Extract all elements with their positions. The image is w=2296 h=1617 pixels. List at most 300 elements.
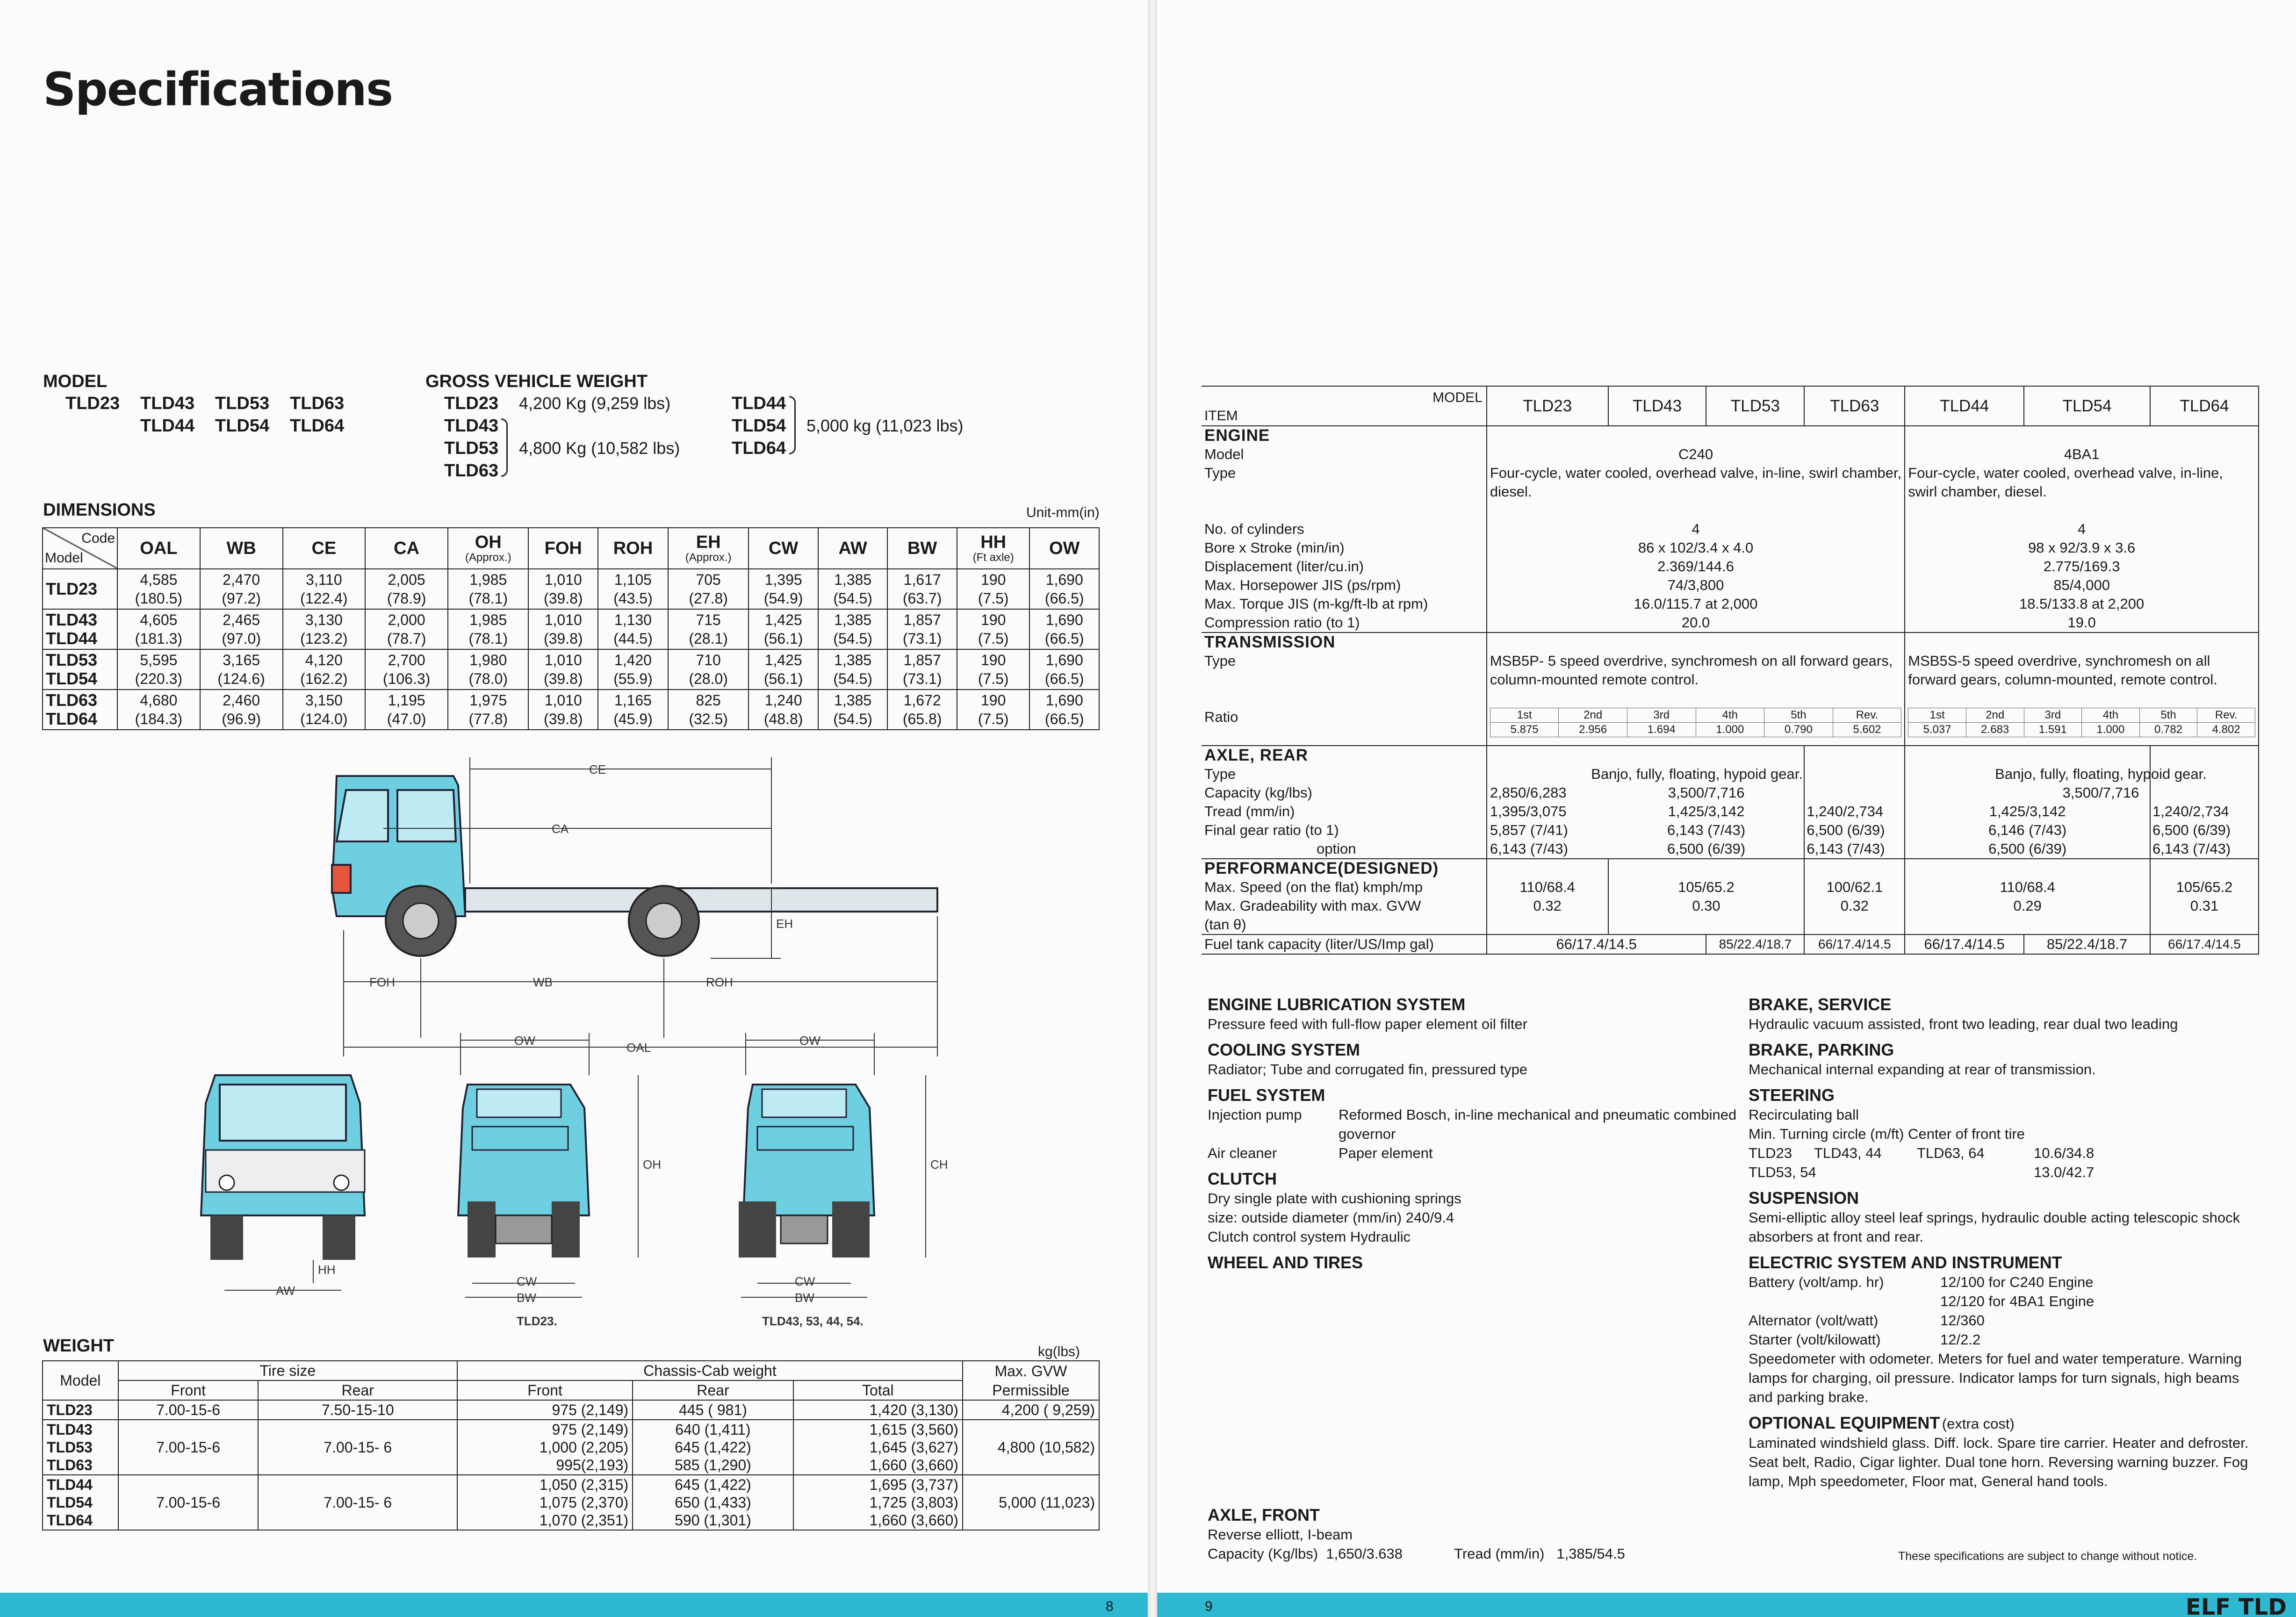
- cell-line: (56.1): [763, 630, 803, 647]
- cell-line: (7.5): [978, 590, 1009, 607]
- cell-line: (73.1): [902, 670, 942, 687]
- label-ow-1: OW: [514, 1034, 535, 1048]
- battery-value: 12/100 for C240 Engine: [1940, 1274, 2094, 1290]
- clutch-line-3: Clutch control system Hydraulic: [1208, 1229, 1411, 1245]
- cell-line: 1,690: [1045, 652, 1083, 668]
- cell-line: (54.5): [833, 670, 872, 687]
- spacer: [1204, 726, 1483, 745]
- label-compression: Compression ratio (to 1): [1204, 614, 1360, 631]
- cell-line: (27.8): [689, 590, 728, 607]
- perf-4353: [1608, 859, 1805, 934]
- model-tld64: TLD64: [290, 416, 345, 436]
- fuel-2: 85/22.4/18.7: [1706, 934, 1804, 954]
- gear-label: 4th: [1696, 708, 1764, 723]
- fuel-row-2: [1208, 1143, 1769, 1163]
- starter-value: 12/2.2: [1940, 1331, 1981, 1348]
- col-chassis-cab: Chassis-Cab weight: [457, 1361, 963, 1380]
- fg-tld23: 5,857 (7/41): [1490, 822, 1568, 838]
- cell-line: (181.3): [135, 630, 183, 647]
- cell-line: 1,130: [614, 611, 652, 628]
- cell-line: (45.9): [613, 711, 653, 727]
- page-fold: [1148, 0, 1157, 1617]
- spacer: [1807, 783, 1902, 802]
- ratio-row: [1908, 723, 2255, 737]
- fuel-3: 66/17.4/14.5: [1804, 934, 1905, 954]
- cap-tld23: 2,850/6,283: [1490, 784, 1567, 801]
- cell-line: 1,615 (3,560): [869, 1421, 958, 1438]
- cell: [365, 690, 448, 730]
- cell: 7.00-15- 6: [258, 1475, 457, 1530]
- gvw-value-1: 4,200 Kg (9,259 lbs): [519, 394, 671, 413]
- tread-4454: 1,425/3,142: [1989, 803, 2066, 819]
- cell-line: (66.5): [1044, 670, 1084, 687]
- dimensions-table: [42, 527, 1100, 730]
- cell-line: 190: [980, 611, 1006, 628]
- label-eh: EH: [776, 917, 793, 931]
- label-torque: Max. Torque JIS (m-kg/ft-lb at rpm): [1204, 596, 1428, 612]
- brace: [501, 418, 508, 477]
- spacer: [1908, 633, 2255, 652]
- label-axle-type: Type: [1204, 766, 1236, 782]
- cell: [365, 649, 448, 690]
- front-view-truck: [201, 1075, 365, 1260]
- cell-line: 1,660 (3,660): [869, 1512, 958, 1529]
- elec-row: [1749, 1330, 2263, 1349]
- rear-view-tld23: [458, 1085, 589, 1258]
- cell: [749, 690, 818, 730]
- fuel-row: [1202, 934, 2259, 954]
- cell-line: 3,110: [306, 571, 342, 588]
- cell: [887, 649, 957, 690]
- spacer: [1905, 746, 2150, 765]
- brand-mark: ELF TLD: [2186, 1594, 2287, 1617]
- cell-line: 1,425: [764, 652, 802, 668]
- cell-line: 190: [980, 571, 1006, 588]
- ratio-table-b: [1908, 708, 2255, 737]
- cooling-heading: COOLING SYSTEM: [1208, 1040, 1360, 1059]
- brake-service-text: Hydraulic vacuum assisted, front two leading, rear dual two leading: [1749, 1016, 2178, 1032]
- spacer: [1908, 859, 2147, 878]
- ratio-value: 5.602: [1833, 723, 1901, 737]
- cell-line: (97.0): [222, 630, 261, 647]
- cell-line: TLD53: [47, 1439, 93, 1456]
- cell-line: 645 (1,422): [675, 1439, 751, 1456]
- cell: [448, 690, 528, 730]
- left-spec-column: [1208, 995, 1769, 1272]
- axle-values-64: [2150, 746, 2259, 859]
- cell: [668, 690, 749, 730]
- cell-line: 1,385: [834, 692, 872, 709]
- steer-a: TLD23: [1749, 1145, 1792, 1161]
- table-header-row: [43, 1380, 1099, 1400]
- cell-line: 3,130: [305, 611, 343, 628]
- label-foh: FOH: [369, 975, 395, 989]
- lube-text: Pressure feed with full-flow paper element oil filter: [1208, 1016, 1528, 1032]
- axle-row: [1487, 821, 1804, 840]
- cell-line: (106.3): [382, 670, 431, 687]
- cell: 5,000 (11,023): [963, 1475, 1099, 1530]
- clutch-line-2: size: outside diameter (mm/in) 240/9.4: [1208, 1209, 1454, 1226]
- model-col-label: Model: [45, 550, 83, 566]
- cell-line: (123.2): [300, 630, 348, 647]
- cell-line: (78.9): [387, 590, 426, 607]
- cell-line: 1,010: [544, 652, 582, 668]
- lube-heading: ENGINE LUBRICATION SYSTEM: [1208, 995, 1466, 1014]
- cell-line: (78.0): [468, 670, 508, 687]
- cell-line: 1,420: [614, 652, 652, 668]
- col-eh-sub: (Approx.): [685, 551, 732, 564]
- gear-label: 2nd: [1559, 708, 1627, 723]
- cell-line: (39.8): [543, 670, 583, 687]
- cell-line: 1,010: [544, 571, 582, 588]
- engine-section: [1202, 426, 2259, 632]
- label-bw-2: BW: [795, 1291, 814, 1305]
- cell-line: (124.6): [217, 670, 265, 687]
- trans-type-a: MSB5P- 5 speed overdrive, synchromesh on all forward gears, column-mounted remote control.: [1490, 653, 1893, 688]
- cell-line: (122.4): [300, 590, 348, 607]
- steering-heading: STEERING: [1749, 1085, 1835, 1105]
- brake-service-heading: BRAKE, SERVICE: [1749, 995, 1892, 1014]
- cell-line: 705: [696, 571, 721, 588]
- cell-line: (66.5): [1044, 711, 1084, 727]
- ratio-value: 1.591: [2024, 723, 2082, 737]
- gear-row: [1490, 708, 1901, 723]
- col-tld63: TLD63: [1804, 386, 1905, 426]
- cell: [457, 1475, 633, 1530]
- cell-line: 975 (2,149): [552, 1421, 629, 1438]
- ratio-value: 2.956: [1559, 723, 1627, 737]
- col-roh: ROH: [598, 528, 668, 569]
- cell-line: (48.8): [763, 711, 803, 727]
- row-models: [43, 569, 117, 609]
- spacer: [1487, 746, 1804, 765]
- trans-type-b: MSB5S-5 speed overdrive, synchromesh on all forward gears, column-mounted, remote control.: [1908, 653, 2217, 688]
- col-hh-sub: (Ft axle): [972, 551, 1014, 564]
- cell-line: (180.5): [135, 590, 183, 607]
- optional-heading-row: [1749, 1413, 2263, 1433]
- gvw-value-2: 4,800 Kg (10,582 lbs): [519, 438, 680, 458]
- ratio-table-a: [1490, 708, 1901, 737]
- cell-line: (39.8): [543, 630, 583, 647]
- axle-front-block: [1208, 1505, 1792, 1563]
- cell: [957, 609, 1030, 649]
- model-name: TLD43: [46, 610, 98, 629]
- cell-line: 1,975: [469, 692, 507, 709]
- cell: [117, 690, 200, 730]
- cell-line: 1,010: [544, 692, 582, 709]
- cell-line: 1,385: [834, 611, 872, 628]
- label-ow-2: OW: [799, 1034, 821, 1048]
- cell-line: (184.3): [135, 711, 183, 727]
- electric-heading: ELECTRIC SYSTEM AND INSTRUMENT: [1749, 1253, 2062, 1272]
- page-number: 8: [1106, 1599, 1114, 1614]
- cell: [117, 609, 200, 649]
- cell: 4,800 (10,582): [963, 1420, 1099, 1475]
- cell: [887, 609, 957, 649]
- cell: [448, 609, 528, 649]
- cell-line: 3,150: [305, 692, 343, 709]
- cell: [283, 649, 366, 690]
- optional-extra-cost: (extra cost): [1942, 1416, 2015, 1432]
- gvw-label: GROSS VEHICLE WEIGHT: [425, 372, 648, 391]
- cell-line: (56.1): [763, 670, 803, 687]
- model-label: MODEL: [43, 372, 108, 391]
- cell: [200, 609, 283, 649]
- cell-line: (66.5): [1044, 630, 1084, 647]
- gear-label: 2nd: [1966, 708, 2024, 723]
- battery-label: Battery (volt/amp. hr): [1749, 1274, 1884, 1290]
- axle-row: [1487, 802, 1804, 821]
- cell-line: (220.3): [135, 670, 183, 687]
- cell-line: 1,070 (2,351): [539, 1512, 629, 1529]
- label-cw-1: CW: [517, 1274, 537, 1288]
- side-view-truck: [332, 776, 937, 956]
- cell-line: (43.5): [613, 590, 653, 607]
- elec-row: [1749, 1272, 2263, 1292]
- optional-text: Laminated windshield glass. Diff. lock. Spare tire carrier. Heater and defroster. Seat belt, Radio, Cigar lighter. Dual tone horn. Reversing warning buzzer. Fog lamp, Mph speedometer, Floor mat, General hand tools.: [1749, 1435, 2249, 1489]
- cell-line: 1,000 (2,205): [539, 1439, 629, 1456]
- fuel-system-heading: FUEL SYSTEM: [1208, 1085, 1325, 1105]
- cell-line: TLD43: [47, 1421, 93, 1438]
- cell-line: 1,385: [834, 652, 872, 668]
- gvw-g2-0: TLD43: [444, 416, 499, 436]
- cell: [598, 649, 668, 690]
- col-permissible: Permissible: [963, 1380, 1099, 1400]
- cell: [283, 569, 366, 609]
- gvw-g3-1: TLD54: [732, 416, 786, 436]
- cell: [365, 569, 448, 609]
- cell-line: (39.8): [543, 711, 583, 727]
- cell-line: 190: [980, 692, 1006, 709]
- cell-line: 715: [696, 611, 721, 628]
- cell-line: TLD54: [47, 1494, 93, 1511]
- gear-label: 3rd: [1627, 708, 1696, 723]
- gvw-g3-0: TLD44: [732, 394, 786, 413]
- table-row: [43, 609, 1099, 649]
- cell-line: 585 (1,290): [675, 1457, 751, 1473]
- axle-row: [1487, 840, 1804, 858]
- row-models: [43, 609, 117, 649]
- model-name: TLD63: [46, 690, 98, 710]
- col-cw: CW: [749, 528, 818, 569]
- tread-value: 1,385/54.5: [1556, 1545, 1625, 1562]
- engine-labels: [1202, 426, 1487, 632]
- cell-line: (44.5): [613, 630, 653, 647]
- gear-label: Rev.: [1833, 708, 1901, 723]
- col-tld64: TLD64: [2150, 386, 2259, 426]
- disclaimer: These specifications are subject to change without notice.: [1898, 1550, 2197, 1563]
- label-horsepower: Max. Horsepower JIS (ps/rpm): [1204, 577, 1401, 593]
- cell: [117, 569, 200, 609]
- cell: [818, 690, 888, 730]
- label-displacement: Displacement (liter/cu.in): [1204, 558, 1364, 575]
- gear-label: 5th: [2139, 708, 2197, 723]
- optional-heading: OPTIONAL EQUIPMENT: [1749, 1413, 1940, 1432]
- cell-line: 5,595: [140, 652, 178, 668]
- cell-line: (54.5): [833, 630, 872, 647]
- ratio-value: 5.875: [1490, 723, 1559, 737]
- engine-model-b: 4BA1: [2064, 446, 2100, 462]
- cell: 7.00-15- 6: [258, 1420, 457, 1475]
- weight-table: [42, 1360, 1100, 1531]
- cell-line: (54.9): [763, 590, 803, 607]
- gvw-tld23: TLD23: [444, 394, 499, 413]
- cell-line: 1,857: [903, 652, 941, 668]
- label-oh: OH: [643, 1157, 661, 1171]
- spacer: [1490, 859, 1605, 878]
- cell-line: 995(2,193): [556, 1457, 629, 1473]
- speed-5464: 105/65.2: [2176, 879, 2233, 895]
- speed-44: 110/68.4: [2000, 879, 2055, 895]
- cell-line: 4,120: [305, 652, 343, 668]
- dimensions-label: DIMENSIONS: [43, 500, 156, 520]
- axle-type-b: Banjo, fully, floating, hypoid gear.: [1995, 766, 2207, 782]
- cooling-text: Radiator; Tube and corrugated fin, pressured type: [1208, 1061, 1528, 1078]
- cell: [528, 609, 598, 649]
- weight-unit: kg(lbs): [1038, 1344, 1080, 1359]
- corner-cell: [43, 528, 117, 569]
- cell-line: (47.0): [387, 711, 426, 727]
- brake-parking-text: Mechanical internal expanding at rear of transmission.: [1749, 1061, 2096, 1078]
- col-eh-label: EH: [696, 532, 721, 552]
- col-tld23: TLD23: [1487, 386, 1608, 426]
- item-header: [1202, 386, 1487, 426]
- spacer: [1490, 633, 1901, 652]
- op-4454: 6,500 (6/39): [1988, 841, 2067, 857]
- model-header-label: MODEL: [1432, 390, 1483, 405]
- label-ratio: Ratio: [1204, 709, 1238, 725]
- steer-d: 10.6/34.8: [2034, 1145, 2094, 1161]
- alternator-label: Alternator (volt/watt): [1749, 1312, 1879, 1329]
- table-row: [43, 1400, 1099, 1420]
- table-row: [43, 1475, 1099, 1530]
- cell: [957, 690, 1030, 730]
- ratio-value: 4.802: [2197, 723, 2255, 737]
- cell: [528, 649, 598, 690]
- cell-line: 2,465: [223, 611, 260, 628]
- col-ow: OW: [1029, 528, 1099, 569]
- cell-line: 1,395: [764, 571, 802, 588]
- cell: [957, 649, 1030, 690]
- cell: [633, 1420, 793, 1475]
- cell-line: (73.1): [902, 630, 942, 647]
- spacer: [2153, 859, 2255, 878]
- axle-rear-heading: AXLE, REAR: [1204, 746, 1308, 764]
- bore-a: 86 x 102/3.4 x 4.0: [1638, 539, 1754, 556]
- cell-line: 1,645 (3,627): [869, 1439, 958, 1456]
- cell: 7.50-15-10: [258, 1400, 457, 1420]
- cell-line: (39.8): [543, 590, 583, 607]
- dimensions-unit: Unit-mm(in): [1026, 505, 1100, 520]
- fuel-5: 85/22.4/18.7: [2024, 934, 2150, 954]
- cell-line: 590 (1,301): [675, 1512, 751, 1529]
- label-model: Model: [1204, 446, 1244, 462]
- gear-label: Rev.: [2197, 708, 2255, 723]
- brace: [789, 396, 796, 454]
- label-ca: CA: [552, 822, 569, 836]
- caption-tld43: TLD43, 53, 44, 54.: [762, 1314, 864, 1328]
- label-ce: CE: [589, 762, 606, 776]
- cell-line: 2,470: [223, 571, 260, 588]
- fg-63: 6,500 (6/39): [1807, 822, 1885, 838]
- trans-values-a: [1487, 632, 1905, 746]
- dimension-diagram: [178, 748, 1066, 1332]
- cell-line: 1,385: [834, 571, 872, 588]
- cell: [793, 1475, 963, 1530]
- performance-section: [1202, 859, 2259, 934]
- cell: 7.00-15-6: [118, 1400, 259, 1420]
- cell-line: 1,695 (3,737): [869, 1476, 958, 1493]
- label-capacity: Capacity (kg/lbs): [1204, 784, 1312, 801]
- cell: 7.00-15-6: [118, 1420, 259, 1475]
- grade-44: 0.29: [2013, 898, 2042, 914]
- suspension-heading: SUSPENSION: [1749, 1188, 1859, 1207]
- op-63: 6,143 (7/43): [1807, 841, 1885, 857]
- col-max-gvw: Max. GVW: [963, 1361, 1099, 1380]
- cell-line: 1,725 (3,803): [869, 1494, 958, 1511]
- spacer: [1908, 426, 2255, 445]
- cell-line: (55.9): [613, 670, 653, 687]
- cell-line: 1,050 (2,315): [539, 1476, 629, 1493]
- grade-63: 0.32: [1840, 898, 1869, 914]
- cap-a: 3,500/7,716: [1668, 784, 1745, 801]
- cell: [818, 569, 888, 609]
- engine-heading: ENGINE: [1204, 426, 1270, 445]
- cell: [1029, 690, 1099, 730]
- label-gradeability: Max. Gradeability with max. GVW: [1204, 898, 1421, 914]
- gear-label: 3rd: [2024, 708, 2082, 723]
- engine-values-b: [1905, 426, 2259, 632]
- cell-line: 4,605: [140, 611, 178, 628]
- model-tld63: TLD63: [290, 394, 345, 413]
- label-aw: AW: [276, 1284, 295, 1298]
- cell: [200, 649, 283, 690]
- cell-line: 1,010: [544, 611, 582, 628]
- cell-line: TLD44: [47, 1476, 93, 1493]
- grade-4353: 0.30: [1692, 898, 1720, 914]
- cell-line: 650 (1,433): [675, 1494, 751, 1511]
- label-hh: HH: [318, 1263, 336, 1277]
- col-aw: AW: [818, 528, 888, 569]
- cell: [448, 649, 528, 690]
- table-row: [43, 569, 1099, 609]
- performance-heading: PERFORMANCE(DESIGNED): [1204, 859, 1439, 877]
- cell-line: (32.5): [689, 711, 728, 727]
- col-cc-front: Front: [457, 1380, 633, 1400]
- engine-type-b: Four-cycle, water cooled, overhead valve, in-line, swirl chamber, diesel.: [1908, 465, 2224, 500]
- engine-model-a: C240: [1678, 446, 1713, 462]
- model-name: TLD23: [46, 579, 98, 598]
- gear-label: 1st: [1908, 708, 1966, 723]
- col-tire-size: Tire size: [118, 1361, 457, 1380]
- table-row: [43, 1420, 1099, 1475]
- fuel-4: 66/17.4/14.5: [1905, 934, 2024, 954]
- cell: [668, 609, 749, 649]
- tread-64: 1,240/2,734: [2152, 803, 2229, 819]
- model-tld43: TLD43: [140, 394, 195, 413]
- op-64: 6,143 (7/43): [2152, 841, 2231, 857]
- cell-line: (28.0): [689, 670, 728, 687]
- col-oh: [448, 528, 528, 569]
- cell: 975 (2,149): [457, 1400, 633, 1420]
- cell-line: TLD63: [47, 1457, 93, 1473]
- clutch-heading: CLUTCH: [1208, 1169, 1277, 1188]
- model-name: TLD44: [46, 629, 98, 648]
- col-foh: FOH: [528, 528, 598, 569]
- cell-line: (7.5): [978, 670, 1009, 687]
- axle-type-a: Banjo, fully, floating, hypoid gear.: [1591, 766, 1803, 782]
- cell: [43, 1420, 118, 1475]
